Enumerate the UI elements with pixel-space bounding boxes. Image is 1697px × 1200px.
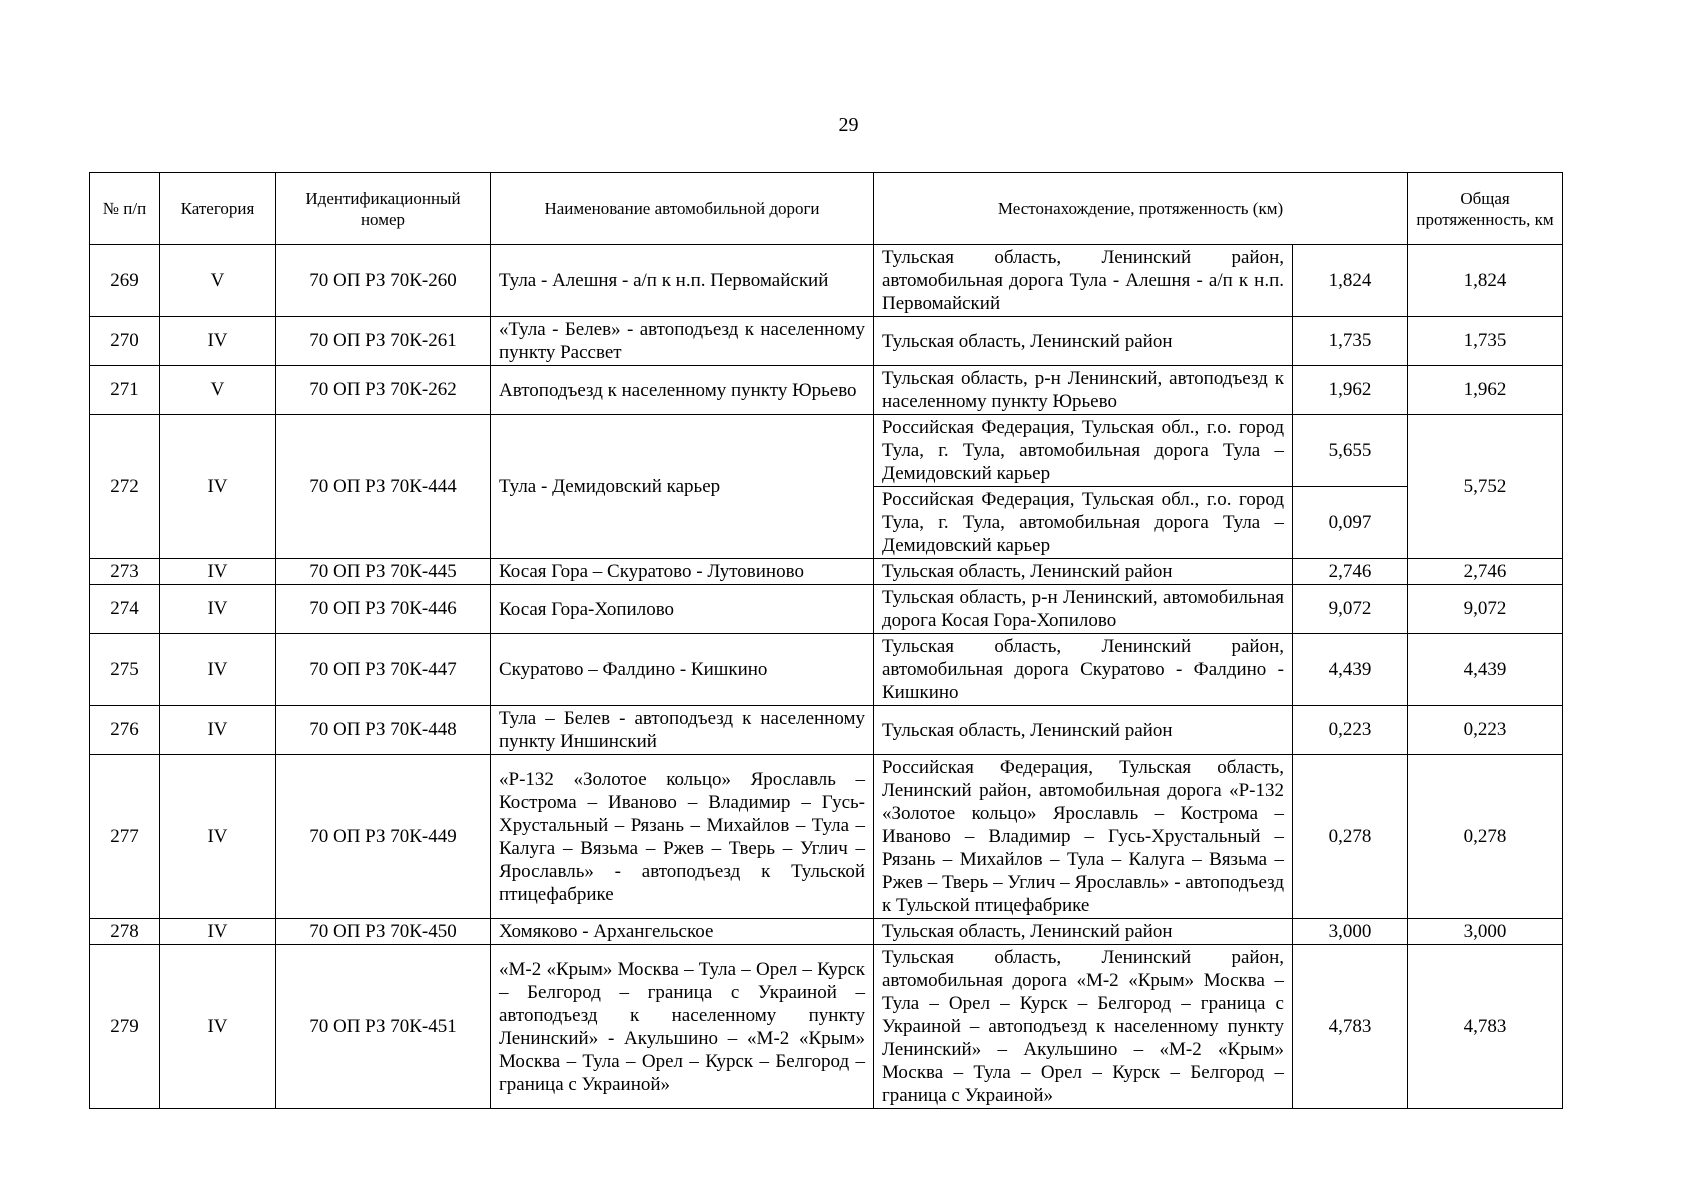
- row-name: Скуратово – Фалдино - Кишкино: [491, 634, 874, 706]
- row-id: 70 ОП РЗ 70К-449: [276, 755, 491, 919]
- table-row: [90, 634, 1563, 706]
- row-total: 0,278: [1408, 755, 1563, 919]
- row-total: 0,223: [1408, 706, 1563, 755]
- row-length: 2,746: [1293, 559, 1408, 585]
- row-category: IV: [160, 585, 276, 634]
- table-header-row: [90, 173, 1563, 245]
- table-body: [90, 245, 1563, 1109]
- header-name: Наименование автомобильной дороги: [491, 173, 874, 245]
- row-total: 1,824: [1408, 245, 1563, 317]
- row-total: 5,752: [1408, 415, 1563, 559]
- row-name: «Р-132 «Золотое кольцо» Ярославль – Кострома – Иваново – Владимир – Гусь-Хрустальный – Рязань – Михайлов – Тула – Калуга – Вязьма – Ржев – Тверь – Углич – Ярославль» - автоподъезд к Тульской птицефабрике: [491, 755, 874, 919]
- row-category: IV: [160, 755, 276, 919]
- row-length: 3,000: [1293, 919, 1408, 945]
- row-id: 70 ОП РЗ 70К-450: [276, 919, 491, 945]
- page-number: 29: [838, 114, 859, 136]
- header-location: Местонахождение, протяженность (км): [874, 173, 1408, 245]
- row-name: Тула - Алешня - а/п к н.п. Первомайский: [491, 245, 874, 317]
- row-category: IV: [160, 919, 276, 945]
- row-location: Российская Федерация, Тульская обл., г.о. город Тула, г. Тула, автомобильная дорога Тула – Демидовский карьер: [874, 487, 1293, 559]
- row-length: 1,824: [1293, 245, 1408, 317]
- row-id: 70 ОП РЗ 70К-260: [276, 245, 491, 317]
- row-category: IV: [160, 559, 276, 585]
- row-number: 274: [90, 585, 160, 634]
- row-number: 269: [90, 245, 160, 317]
- row-number: 279: [90, 945, 160, 1109]
- row-total: 4,439: [1408, 634, 1563, 706]
- row-number: 270: [90, 317, 160, 366]
- row-length: 9,072: [1293, 585, 1408, 634]
- row-id: 70 ОП РЗ 70К-451: [276, 945, 491, 1109]
- table-row: [90, 366, 1563, 415]
- row-category: IV: [160, 415, 276, 559]
- row-total: 9,072: [1408, 585, 1563, 634]
- row-length: 4,783: [1293, 945, 1408, 1109]
- row-number: 273: [90, 559, 160, 585]
- row-id: 70 ОП РЗ 70К-446: [276, 585, 491, 634]
- row-location: Тульская область, р-н Ленинский, автомобильная дорога Косая Гора-Хопилово: [874, 585, 1293, 634]
- row-id: 70 ОП РЗ 70К-444: [276, 415, 491, 559]
- row-name: Косая Гора – Скуратово - Лутовиново: [491, 559, 874, 585]
- row-length: 1,962: [1293, 366, 1408, 415]
- row-name: Тула - Демидовский карьер: [491, 415, 874, 559]
- header-id: Идентификационный номер: [276, 173, 491, 245]
- row-category: IV: [160, 317, 276, 366]
- row-length: 5,655: [1293, 415, 1408, 487]
- table-row: [90, 755, 1563, 919]
- row-category: IV: [160, 706, 276, 755]
- table-row: [90, 245, 1563, 317]
- row-id: 70 ОП РЗ 70К-445: [276, 559, 491, 585]
- row-location: Тульская область, р-н Ленинский, автоподъезд к населенному пункту Юрьево: [874, 366, 1293, 415]
- header-num: № п/п: [90, 173, 160, 245]
- row-location: Российская Федерация, Тульская область, Ленинский район, автомобильная дорога «Р-132 «Золотое кольцо» Ярославль – Кострома – Иваново – Владимир – Гусь-Хрустальный – Рязань – Михайлов – Тула – Калуга – Вязьма – Ржев – Тверь – Углич – Ярославль» - автоподъезд к Тульской птицефабрике: [874, 755, 1293, 919]
- row-total: 3,000: [1408, 919, 1563, 945]
- row-name: Хомяково - Архангельское: [491, 919, 874, 945]
- row-id: 70 ОП РЗ 70К-261: [276, 317, 491, 366]
- row-id: 70 ОП РЗ 70К-262: [276, 366, 491, 415]
- row-location: Тульская область, Ленинский район: [874, 317, 1293, 366]
- row-length: 0,223: [1293, 706, 1408, 755]
- row-number: 278: [90, 919, 160, 945]
- table-row: [90, 559, 1563, 585]
- roads-table: [89, 172, 1563, 1109]
- table-row: [90, 706, 1563, 755]
- row-number: 271: [90, 366, 160, 415]
- table-row: [90, 415, 1563, 487]
- row-location: Тульская область, Ленинский район: [874, 559, 1293, 585]
- row-length: 0,097: [1293, 487, 1408, 559]
- table-row: [90, 585, 1563, 634]
- row-name: Косая Гора-Хопилово: [491, 585, 874, 634]
- row-total: 1,735: [1408, 317, 1563, 366]
- row-number: 276: [90, 706, 160, 755]
- row-length: 4,439: [1293, 634, 1408, 706]
- header-total: Общая протяженность, км: [1408, 173, 1563, 245]
- row-name: Автоподъезд к населенному пункту Юрьево: [491, 366, 874, 415]
- row-category: V: [160, 245, 276, 317]
- row-total: 1,962: [1408, 366, 1563, 415]
- row-category: IV: [160, 945, 276, 1109]
- row-total: 4,783: [1408, 945, 1563, 1109]
- row-length: 1,735: [1293, 317, 1408, 366]
- row-id: 70 ОП РЗ 70К-448: [276, 706, 491, 755]
- row-location: Тульская область, Ленинский район: [874, 919, 1293, 945]
- row-total: 2,746: [1408, 559, 1563, 585]
- row-name: «М-2 «Крым» Москва – Тула – Орел – Курск – Белгород – граница с Украиной – автоподъезд к населенному пункту Ленинский» - Акульшино – «М-2 «Крым» Москва – Тула – Орел – Курск – Белгород – граница с Украиной»: [491, 945, 874, 1109]
- row-location: Тульская область, Ленинский район: [874, 706, 1293, 755]
- row-category: IV: [160, 634, 276, 706]
- row-location: Тульская область, Ленинский район, автомобильная дорога Тула - Алешня - а/п к н.п. Первомайский: [874, 245, 1293, 317]
- table-row: [90, 919, 1563, 945]
- row-id: 70 ОП РЗ 70К-447: [276, 634, 491, 706]
- row-name: Тула – Белев - автоподъезд к населенному пункту Иншинский: [491, 706, 874, 755]
- row-name: «Тула - Белев» - автоподъезд к населенному пункту Рассвет: [491, 317, 874, 366]
- row-number: 277: [90, 755, 160, 919]
- header-category: Категория: [160, 173, 276, 245]
- row-number: 275: [90, 634, 160, 706]
- row-location: Тульская область, Ленинский район, автомобильная дорога Скуратово - Фалдино - Кишкино: [874, 634, 1293, 706]
- row-length: 0,278: [1293, 755, 1408, 919]
- table-row: [90, 945, 1563, 1109]
- row-category: V: [160, 366, 276, 415]
- row-location: Тульская область, Ленинский район, автомобильная дорога «М-2 «Крым» Москва – Тула – Орел – Курск – Белгород – граница с Украиной – автоподъезд к населенному пункту Ленинский» – Акульшино – «М-2 «Крым» Москва – Тула – Орел – Курск – Белгород – граница с Украиной»: [874, 945, 1293, 1109]
- row-location: Российская Федерация, Тульская обл., г.о. город Тула, г. Тула, автомобильная дорога Тула – Демидовский карьер: [874, 415, 1293, 487]
- table-row: [90, 317, 1563, 366]
- row-number: 272: [90, 415, 160, 559]
